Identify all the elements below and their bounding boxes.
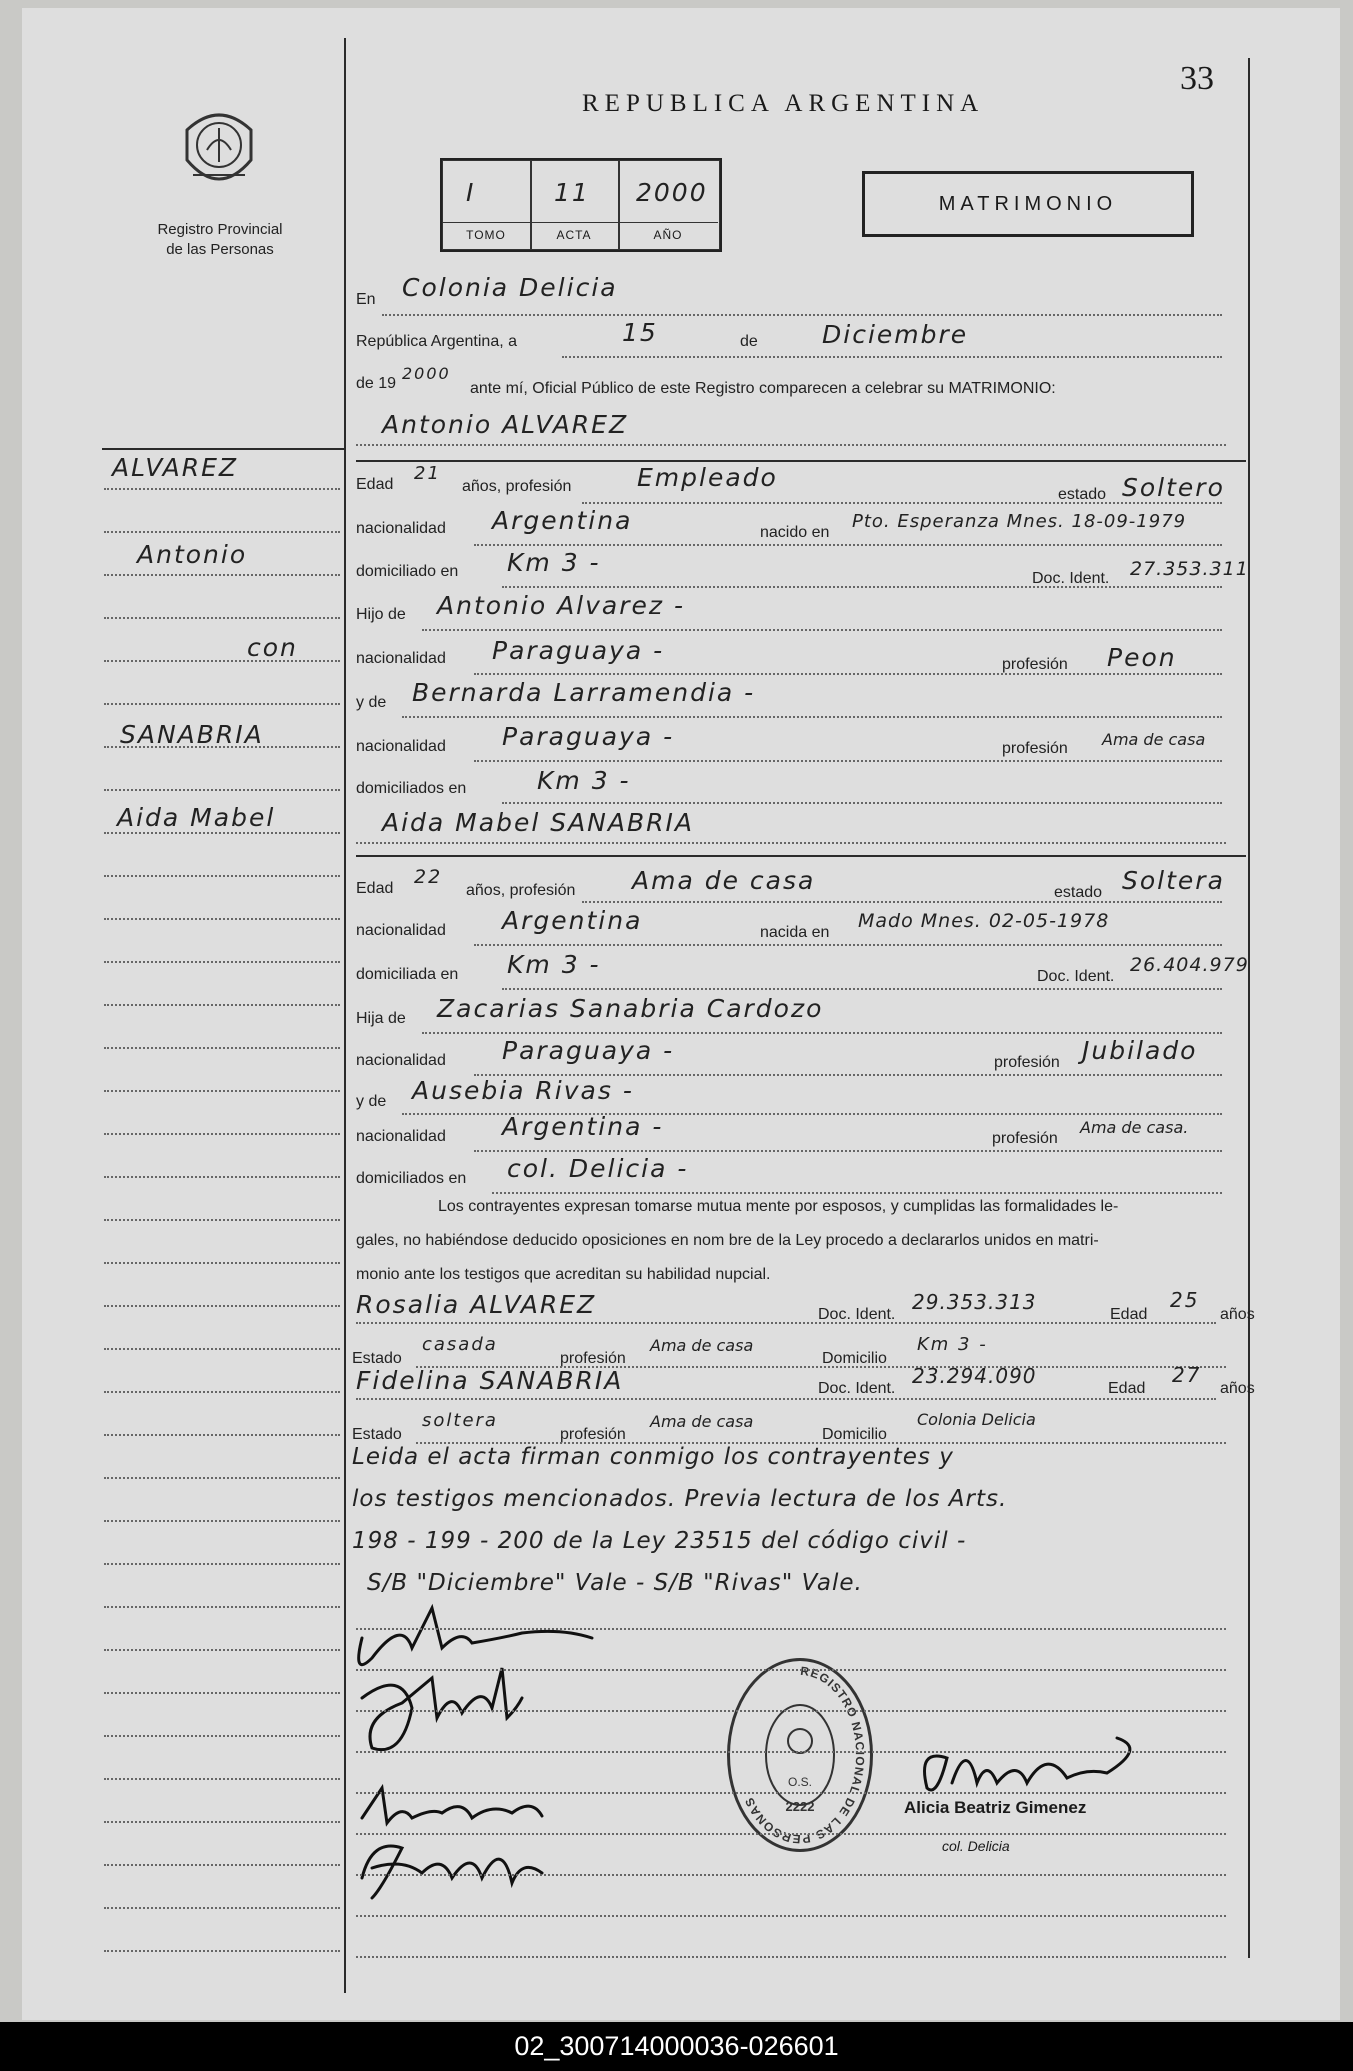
bride-padre-prof: Jubilado xyxy=(1082,1036,1198,1065)
signature-groom xyxy=(359,1608,592,1665)
groom-padre-nac: Paraguaya - xyxy=(492,636,665,665)
svg-text:REGISTRO NACIONAL DE LAS PERSO xyxy=(742,1664,867,1846)
witness2-dom-label: Domicilio xyxy=(822,1426,887,1443)
witness1-edad-label: Edad xyxy=(1110,1306,1148,1323)
bride-dom-label: domiciliada en xyxy=(356,966,459,983)
witness2-edad-label: Edad xyxy=(1108,1380,1146,1397)
groom-dom-label: domiciliado en xyxy=(356,563,459,580)
bride-madre-prof-label: profesión xyxy=(992,1130,1058,1147)
binding-mark xyxy=(22,203,27,543)
witness1-profesion: Ama de casa xyxy=(650,1336,754,1355)
witness1-doc: 29.353.313 xyxy=(912,1290,1037,1314)
groom-profesion: Empleado xyxy=(637,463,778,492)
day: 15 xyxy=(622,318,658,347)
groom-doc: 27.353.311 xyxy=(1130,558,1249,580)
margin-note-4: SANABRIA xyxy=(120,720,264,749)
registry-name xyxy=(140,220,300,260)
declaration-line-2: gales, no habiéndose deducido oposiciones en nom bre de la Ley procedo a declararlos unidos en matri- xyxy=(356,1232,1099,1249)
groom-madre: Bernarda Larramendia - xyxy=(412,678,756,707)
bride-madre-nac-label: nacionalidad xyxy=(356,1128,446,1145)
note-line-1: Leida el acta firman conmigo los contrayentes y xyxy=(352,1444,954,1470)
stamp-center: O.S. xyxy=(787,1775,813,1789)
witness1-name: Rosalia ALVAREZ xyxy=(356,1290,597,1319)
groom-madre-prof: Ama de casa xyxy=(1102,730,1206,749)
bride-estado-label: estado xyxy=(1054,884,1103,901)
certificate-page xyxy=(22,8,1340,2020)
margin-rule xyxy=(104,746,340,748)
binding-mark xyxy=(22,888,27,1288)
groom-nac-label: nacionalidad xyxy=(356,520,446,537)
bride-yde-label: y de xyxy=(356,1093,387,1110)
bride-nac-label: nacionalidad xyxy=(356,922,446,939)
groom-padre-prof: Peon xyxy=(1107,643,1177,672)
official-name: Alicia Beatriz Gimenez xyxy=(904,1798,1087,1817)
groom-estado: Soltero xyxy=(1122,473,1225,502)
bride-doc-label: Doc. Ident. xyxy=(1037,968,1115,985)
bride-domicilio: Km 3 - xyxy=(507,950,601,979)
act-type-box xyxy=(862,171,1194,237)
witness1-dom-label: Domicilio xyxy=(822,1350,887,1367)
official-sub: col. Delicia xyxy=(942,1838,1010,1854)
groom-estado-label: estado xyxy=(1058,486,1107,503)
witness1-domicilio: Km 3 - xyxy=(917,1334,988,1355)
body-rule xyxy=(356,1792,1226,1794)
body-rule xyxy=(356,1751,1226,1753)
groom-padres-dom: Km 3 - xyxy=(537,766,631,795)
bride-padres-dom: col. Delicia - xyxy=(507,1154,689,1183)
bride-doc: 26.404.979 xyxy=(1130,954,1249,976)
acta-value: 11 xyxy=(554,178,590,207)
witness2-prof-label: profesión xyxy=(560,1426,626,1443)
bride-padre-nac: Paraguaya - xyxy=(502,1036,675,1065)
groom-padre-prof-label: profesión xyxy=(1002,656,1068,673)
witness2-estado-label: Estado xyxy=(352,1426,402,1443)
signature-witness2 xyxy=(362,1846,542,1898)
registry-line2: de las Personas xyxy=(166,241,274,258)
margin-rule xyxy=(104,1047,340,1049)
witness2-edad: 27 xyxy=(1172,1363,1202,1387)
witness1-edad: 25 xyxy=(1170,1288,1200,1312)
groom-nacido-en: Pto. Esperanza Mnes. 18-09-1979 xyxy=(852,511,1187,532)
official-signature xyxy=(907,1728,1177,1808)
witness1-estado: casada xyxy=(422,1334,498,1355)
margin-rule xyxy=(104,531,340,533)
groom-padre: Antonio Alvarez - xyxy=(437,591,685,620)
groom-madre-nac-label: nacionalidad xyxy=(356,738,446,755)
witness1-estado-label: Estado xyxy=(352,1350,402,1367)
margin-rule xyxy=(104,488,340,490)
bride-edad: 22 xyxy=(414,866,443,888)
ano-value: 2000 xyxy=(636,178,708,207)
margin-rule xyxy=(104,1348,340,1350)
bride-hija-label: Hija de xyxy=(356,1010,406,1027)
note-line-4: S/B "Diciembre" Vale - S/B "Rivas" Vale. xyxy=(367,1570,863,1596)
groom-nacido-label: nacido en xyxy=(760,524,830,541)
body-rule xyxy=(356,1669,1226,1671)
footer-id: 02_300714000036-026601 xyxy=(0,2022,1353,2071)
bride-padre-nac-label: nacionalidad xyxy=(356,1052,446,1069)
de19-label: de 19 xyxy=(356,375,397,392)
margin-rule xyxy=(104,1821,340,1823)
bride-nacida-label: nacida en xyxy=(760,924,830,941)
groom-madre-nac: Paraguaya - xyxy=(502,722,675,751)
margin-rule xyxy=(104,1262,340,1264)
tomo-label: TOMO xyxy=(466,228,506,242)
witness2-profesion: Ama de casa xyxy=(650,1412,754,1431)
margin-rule xyxy=(104,875,340,877)
margin-rule xyxy=(104,789,340,791)
body-rule xyxy=(356,1710,1226,1712)
bride-padre-prof-label: profesión xyxy=(994,1054,1060,1071)
witness2-estado: soltera xyxy=(422,1410,498,1431)
right-border xyxy=(1248,58,1250,1958)
margin-note-3: con xyxy=(247,633,298,662)
registry-line1: Registro Provincial xyxy=(157,221,283,238)
signature-bride xyxy=(362,1668,522,1750)
year: 2000 xyxy=(402,364,451,383)
groom-prof-label: años, profesión xyxy=(462,478,572,495)
provincial-seal-icon xyxy=(177,100,261,198)
margin-rule xyxy=(104,1477,340,1479)
country-title: REPUBLICA ARGENTINA xyxy=(582,90,985,117)
groom-padre-nac-label: nacionalidad xyxy=(356,650,446,667)
bride-madre-nac: Argentina - xyxy=(502,1112,664,1141)
margin-rule xyxy=(104,1520,340,1522)
margin-rule xyxy=(104,1176,340,1178)
margin-note-1: ALVAREZ xyxy=(112,453,239,482)
margin-rule xyxy=(104,1563,340,1565)
official-stamp xyxy=(727,1658,873,1852)
margin-rule xyxy=(104,1391,340,1393)
stamp-number: 2222 xyxy=(785,1799,815,1814)
declaration xyxy=(356,1190,1226,1292)
tomo-value: I xyxy=(466,178,476,207)
act-type: MATRIMONIO xyxy=(938,193,1118,215)
bride-nacida-en: Mado Mnes. 02-05-1978 xyxy=(858,910,1110,932)
bride-estado: Soltera xyxy=(1122,866,1225,895)
bride-name: Aida Mabel SANABRIA xyxy=(382,808,694,837)
witness2-domicilio: Colonia Delicia xyxy=(917,1410,1036,1429)
margin-rule xyxy=(104,1133,340,1135)
bride-madre-prof: Ama de casa. xyxy=(1080,1118,1189,1137)
comparecen-text: ante mí, Oficial Público de este Registro comparecen a celebrar su MATRIMONIO: xyxy=(470,380,1056,397)
place: Colonia Delicia xyxy=(402,273,618,302)
witness2-doc-label: Doc. Ident. xyxy=(818,1380,896,1397)
groom-edad: 21 xyxy=(414,463,441,484)
witness2-doc: 23.294.090 xyxy=(912,1364,1037,1388)
margin-rule xyxy=(104,1219,340,1221)
body-rule xyxy=(356,1833,1226,1835)
margin-rule xyxy=(104,703,340,705)
bride-prof-label: años, profesión xyxy=(466,882,576,899)
margin-rule xyxy=(104,1004,340,1006)
declaration-line-3: monio ante los testigos que acreditan su habilidad nupcial. xyxy=(356,1266,771,1283)
margin-rule xyxy=(104,1305,340,1307)
groom-doms-label: domiciliados en xyxy=(356,780,467,797)
en-label: En xyxy=(356,291,376,308)
month: Diciembre xyxy=(822,320,969,349)
margin-rule xyxy=(104,660,340,662)
margin-rule xyxy=(104,617,340,619)
page-number: 33 xyxy=(1180,60,1214,97)
margin-rule xyxy=(104,832,340,834)
groom-domicilio: Km 3 - xyxy=(507,548,601,577)
witness1-doc-label: Doc. Ident. xyxy=(818,1306,896,1323)
body-rule xyxy=(356,1628,1226,1630)
note-line-2: los testigos mencionados. Previa lectura de los Arts. xyxy=(352,1486,1008,1512)
margin-rule xyxy=(104,1649,340,1651)
note-line-3: 198 - 199 - 200 de la Ley 23515 del código civil - xyxy=(352,1528,967,1554)
margin-rule xyxy=(104,1950,340,1952)
witness1-prof-label: profesión xyxy=(560,1350,626,1367)
body-rule xyxy=(356,1874,1226,1876)
margin-note-5: Aida Mabel xyxy=(117,803,276,832)
groom-madre-prof-label: profesión xyxy=(1002,740,1068,757)
margin-rule xyxy=(104,1864,340,1866)
margin-rule xyxy=(104,1692,340,1694)
margin-note-2: Antonio xyxy=(137,540,248,569)
bride-nacionalidad: Argentina xyxy=(502,906,643,935)
margin-rule xyxy=(104,961,340,963)
groom-nacionalidad: Argentina xyxy=(492,506,633,535)
ano-label: AÑO xyxy=(653,228,683,242)
margin-rule xyxy=(104,574,340,576)
witness2-anos: años xyxy=(1220,1380,1255,1397)
groom-hijo-label: Hijo de xyxy=(356,606,406,623)
margin-rule xyxy=(104,1907,340,1909)
declaration-line-1: Los contrayentes expresan tomarse mutua mente por esposos, y cumplidas las formalidades le- xyxy=(438,1198,1119,1215)
de-label: de xyxy=(740,333,758,350)
bride-doms-label: domiciliados en xyxy=(356,1170,467,1187)
margin-rule xyxy=(104,1778,340,1780)
groom-name: Antonio ALVAREZ xyxy=(382,410,629,439)
body-rule xyxy=(356,1956,1226,1958)
margin-rule xyxy=(104,1434,340,1436)
republica-label: República Argentina, a xyxy=(356,333,517,350)
margin-rule xyxy=(104,918,340,920)
groom-yde-label: y de xyxy=(356,694,387,711)
body-rule xyxy=(356,1915,1226,1917)
witness2-name: Fidelina SANABRIA xyxy=(356,1366,624,1395)
record-box xyxy=(440,158,722,252)
stamp-ring-text: REGISTRO NACIONAL DE LAS PERSONAS xyxy=(741,1663,868,1847)
bride-padre: Zacarias Sanabria Cardozo xyxy=(437,994,824,1023)
bride-profesion: Ama de casa xyxy=(632,866,816,895)
margin-rule xyxy=(104,1735,340,1737)
margin-rule xyxy=(104,1090,340,1092)
groom-doc-label: Doc. Ident. xyxy=(1032,570,1110,587)
margin-rule xyxy=(104,1606,340,1608)
bride-madre: Ausebia Rivas - xyxy=(412,1076,634,1105)
binding-mark xyxy=(22,1428,27,1768)
groom-edad-label: Edad xyxy=(356,476,394,493)
signatures xyxy=(342,1588,722,1918)
bride-edad-label: Edad xyxy=(356,880,394,897)
acta-label: ACTA xyxy=(556,228,592,242)
witness1-anos: años xyxy=(1220,1306,1255,1323)
